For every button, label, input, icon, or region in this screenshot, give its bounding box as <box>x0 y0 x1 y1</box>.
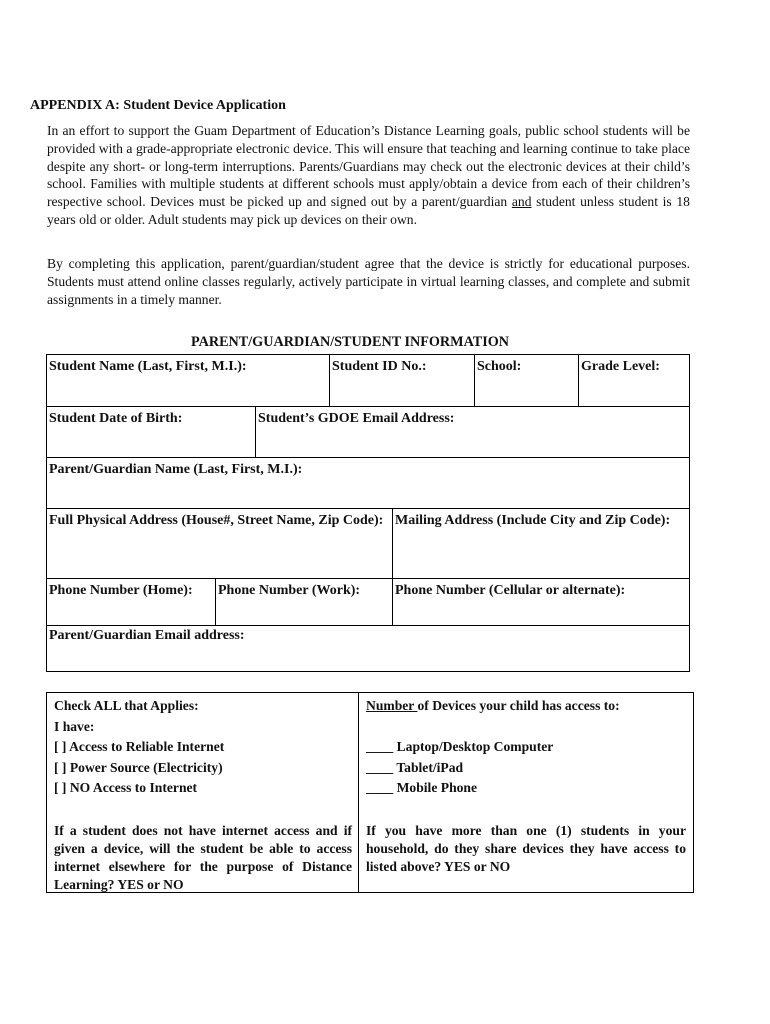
school-field[interactable]: School: <box>477 359 522 374</box>
checkbox-no-internet[interactable]: [ ] NO Access to Internet <box>54 780 198 795</box>
checklist-cell <box>52 693 354 799</box>
intro-text: In an effort to support the Guam Department of Education’s Distance Learning goals, public school students will be provided with a grade-appropriate electronic device. This will ensure that teaching and learning continue to take place despite any short- or long-term interruptions. Parents/Guardians may check out the electronic devices at their child’s school. Families with multiple students at different schools must apply/obtain a device from each of their children’s respective school. Devices must be picked up and signed out by a parent/guardian <box>47 123 690 210</box>
student-id-field[interactable]: Student ID No.: <box>332 359 427 374</box>
devices-cell <box>364 693 690 799</box>
devices-title-rest: of Devices your child has access to: <box>417 698 620 713</box>
checklist-subtitle: I have: <box>54 718 95 734</box>
appendix-heading: APPENDIX A: Student Device Application <box>30 98 286 113</box>
col-divider <box>358 692 359 893</box>
sharing-question: If you have more than one (1) students in your household, do they share devices they have access to listed above? YES or NO <box>366 823 686 874</box>
phone-cell-field[interactable]: Phone Number (Cellular or alternate): <box>395 583 626 598</box>
gdoe-email-field[interactable]: Student’s GDOE Email Address: <box>258 411 455 426</box>
checkbox-power[interactable]: [ ] Power Source (Electricity) <box>54 759 223 775</box>
phone-work-field[interactable]: Phone Number (Work): <box>218 583 361 598</box>
intro-text-end: student unless student is 18 years old or older. Adult students may pick up devices on their own. <box>47 194 690 227</box>
guardian-name-field[interactable]: Parent/Guardian Name (Last, First, M.I.): <box>49 462 303 477</box>
intro-paragraph <box>47 122 690 229</box>
section-title: PARENT/GUARDIAN/STUDENT INFORMATION <box>190 334 510 350</box>
intro-underlined-word: and <box>511 194 532 210</box>
agreement-paragraph: By completing this application, parent/guardian/student agree that the device is strictly for educational purposes. Students must attend online classes regularly, actively participate in virtual learning classes, and complete and submit assignments in a timely manner. <box>47 256 690 307</box>
devices-title <box>366 696 688 717</box>
devices-title-underlined: Number <box>366 698 418 713</box>
checkbox-internet[interactable]: [ ] Access to Reliable Internet <box>54 739 225 754</box>
student-name-field[interactable]: Student Name (Last, First, M.I.): <box>49 359 247 374</box>
physical-address-field[interactable]: Full Physical Address (House#, Street Name, Zip Code): <box>49 513 384 528</box>
device-mobile[interactable]: ____ Mobile Phone <box>366 780 478 795</box>
checklist-title: Check ALL that Applies: <box>54 698 199 713</box>
guardian-email-field[interactable]: Parent/Guardian Email address: <box>49 628 245 643</box>
grade-level-field[interactable]: Grade Level: <box>581 359 660 374</box>
phone-home-field[interactable]: Phone Number (Home): <box>49 583 193 598</box>
internet-question: If a student does not have internet access and if given a device, will the student be able to access internet elsewhere for the purpose of Distance Learning? YES or NO <box>54 823 352 892</box>
mailing-address-field[interactable]: Mailing Address (Include City and Zip Code): <box>395 513 671 528</box>
dob-field[interactable]: Student Date of Birth: <box>49 411 183 426</box>
device-tablet[interactable]: ____ Tablet/iPad <box>366 759 464 775</box>
device-laptop[interactable]: ____ Laptop/Desktop Computer <box>366 739 554 754</box>
